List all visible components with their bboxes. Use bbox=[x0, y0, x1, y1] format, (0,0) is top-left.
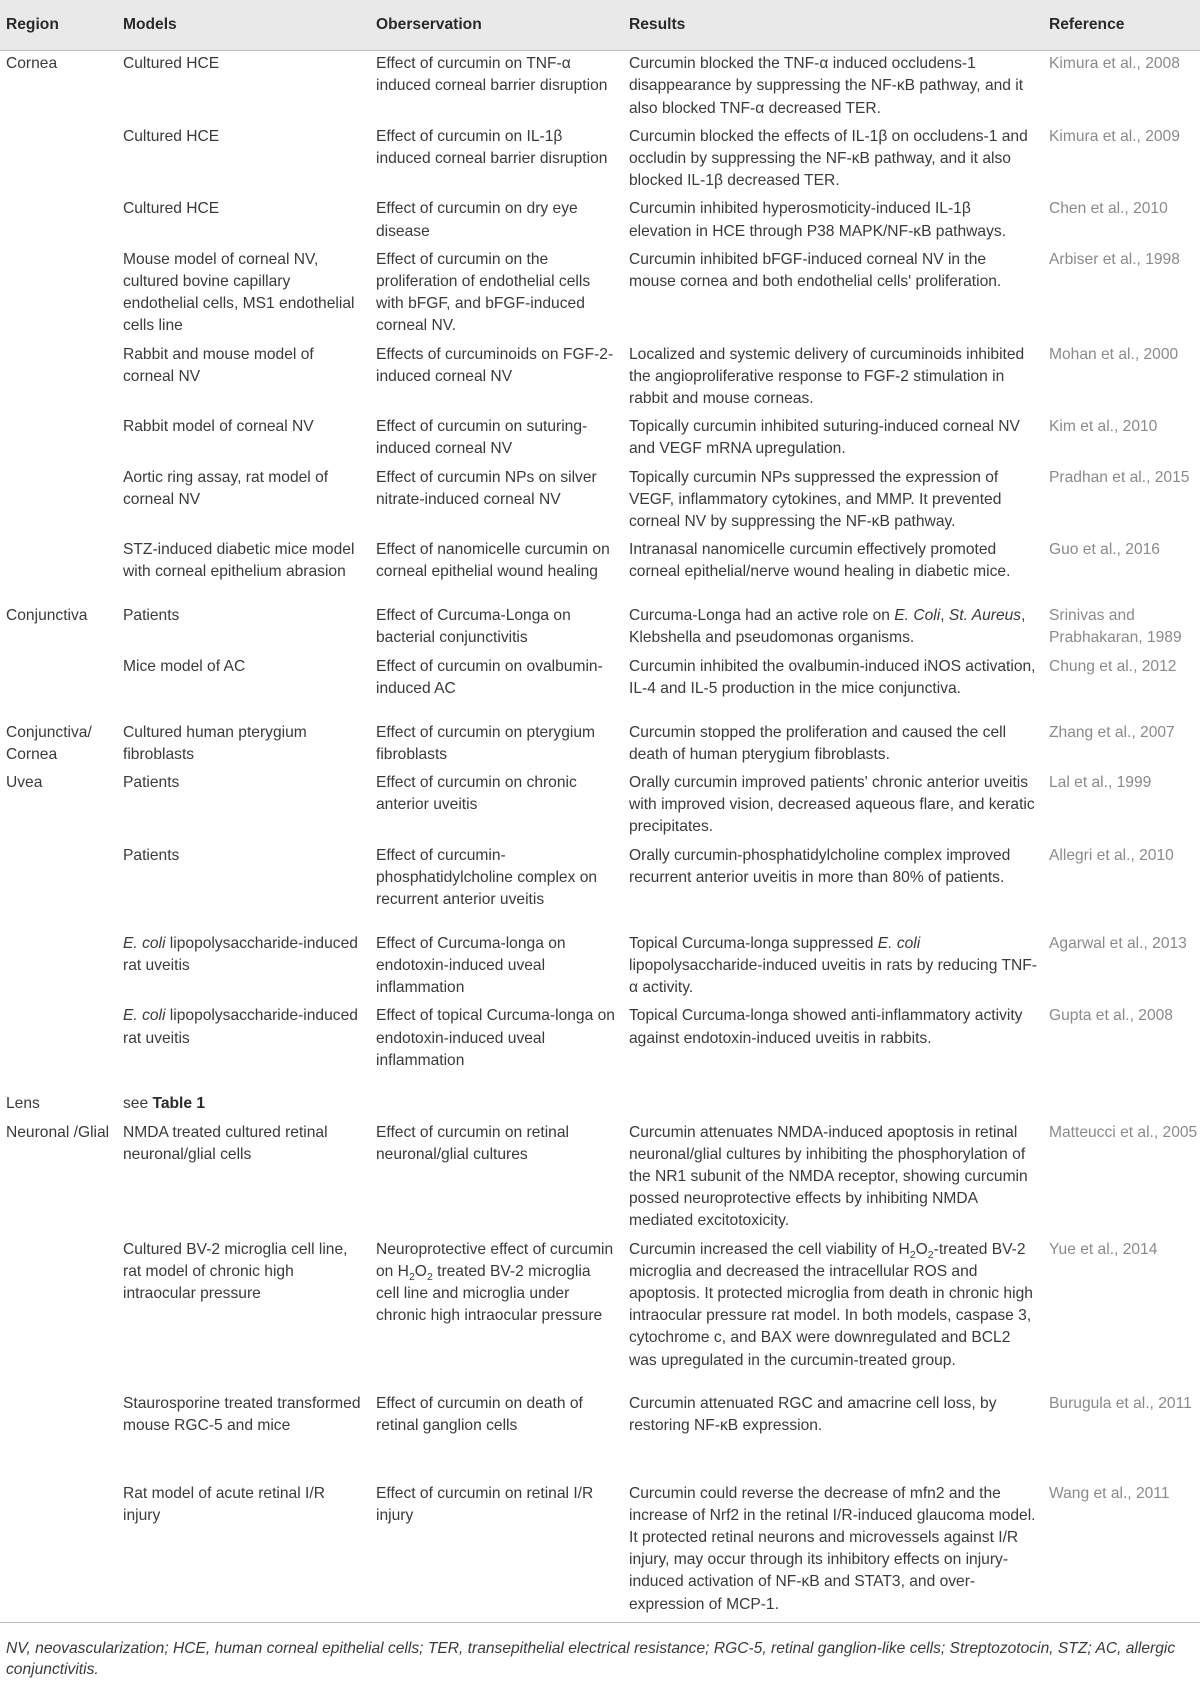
cell-observation: Effect of curcumin on retinal I/R injury bbox=[370, 1481, 623, 1623]
cell-region bbox=[0, 1003, 117, 1091]
species-italic: E. coli bbox=[123, 934, 166, 952]
header-observation: Oberservation bbox=[370, 0, 623, 51]
cell-reference: Allegri et al., 2010 bbox=[1049, 846, 1174, 864]
cell-region bbox=[0, 654, 117, 720]
cell-region bbox=[0, 931, 117, 1004]
table-body bbox=[0, 51, 1200, 1623]
cell-reference bbox=[1043, 1091, 1200, 1119]
table-row bbox=[0, 931, 1200, 1004]
cell-results: Curcumin could reverse the decrease of mfn2 and the increase of Nrf2 in the retinal I/R-induced glaucoma model. It protected retinal neurons and microvessels against I/R injury, may occur through its inhibitory effects on injury-induced activation of NF-κB and STAT3, and over-expression of MCP-1. bbox=[623, 1481, 1043, 1623]
cell-models: Cultured human pterygium fibroblasts bbox=[123, 723, 307, 763]
models-text: see bbox=[123, 1095, 153, 1113]
cell-region: Neuronal /Glial bbox=[6, 1123, 110, 1141]
table-row bbox=[0, 342, 1200, 415]
cell-region: Conjunctiva/ Cornea bbox=[6, 723, 92, 763]
cell-observation: Effect of topical Curcuma-longa on endotoxin-induced uveal inflammation bbox=[376, 1007, 615, 1069]
cell-results: Topically curcumin inhibited suturing-induced corneal NV and VEGF mRNA upregulation. bbox=[629, 418, 1020, 458]
cell-observation: Effect of Curcuma-Longa on bacterial conjunctivitis bbox=[376, 607, 571, 647]
table-row bbox=[0, 465, 1200, 538]
cell-region bbox=[0, 124, 117, 197]
cell-models: Rabbit and mouse model of corneal NV bbox=[123, 345, 314, 385]
header-results: Results bbox=[623, 0, 1043, 51]
cell-region bbox=[0, 465, 117, 538]
cell-results: Topically curcumin NPs suppressed the expression of VEGF, inflammatory cytokines, and MMP. It prevented corneal NV by suppressing the NF-κB pathway. bbox=[629, 468, 1002, 531]
header-row bbox=[0, 0, 1200, 51]
cell-results bbox=[623, 1091, 1043, 1119]
table-link[interactable]: Table 1 bbox=[152, 1095, 206, 1113]
results-text: Curcumin increased the cell viability of H bbox=[629, 1240, 910, 1258]
subscript: 2 bbox=[927, 1248, 934, 1261]
cell-region bbox=[0, 1391, 117, 1481]
cell-reference: Matteucci et al., 2005 bbox=[1049, 1123, 1198, 1141]
cell-models: Cultured BV-2 microglia cell line, rat model of chronic high intraocular pressure bbox=[123, 1240, 348, 1302]
results-text: , Klebshella and pseudomonas organisms. bbox=[629, 607, 1026, 647]
cell-models: NMDA treated cultured retinal neuronal/glial cells bbox=[123, 1123, 328, 1163]
header-models: Models bbox=[117, 0, 370, 51]
cell-observation: Effect of curcumin on retinal neuronal/glial cultures bbox=[376, 1123, 569, 1163]
cell-models: Staurosporine treated transformed mouse RGC-5 and mice bbox=[123, 1394, 361, 1434]
results-text: , bbox=[940, 607, 949, 625]
species-italic: St. Aureus bbox=[948, 607, 1022, 625]
results-text: Curcuma-Longa had an active role on bbox=[629, 607, 895, 625]
cell-region bbox=[0, 414, 117, 464]
cell-region bbox=[0, 1481, 117, 1623]
cell-region bbox=[0, 196, 117, 246]
table-header bbox=[0, 0, 1200, 51]
cell-results: Curcumin blocked the effects of IL-1β on occludens-1 and occludin by suppressing the NF-κB pathway, and it also blocked IL-1β decreased TER. bbox=[629, 127, 1028, 190]
cell-models: Rabbit model of corneal NV bbox=[123, 418, 314, 436]
cell-reference: Lal et al., 1999 bbox=[1049, 774, 1152, 792]
cell-results: Curcumin blocked the TNF-α induced occludens-1 disappearance by suppressing the NF-κB pathway, and it also blocked TNF-α decreased TER. bbox=[629, 55, 1024, 117]
cell-region bbox=[0, 247, 117, 342]
cell-results: Topical Curcuma-longa showed anti-inflammatory activity against endotoxin-induced uveitis in rabbits. bbox=[629, 1007, 1023, 1047]
cell-results: Curcumin inhibited bFGF-induced corneal NV in the mouse cornea and both endothelial cells' proliferation. bbox=[629, 250, 1002, 291]
table-row bbox=[0, 537, 1200, 603]
cell-observation: Effect of curcumin on IL-1β induced corneal barrier disruption bbox=[376, 127, 608, 168]
models-text: lipopolysaccharide-induced rat uveitis bbox=[123, 934, 358, 974]
table-row bbox=[0, 414, 1200, 464]
cell-observation bbox=[370, 1091, 623, 1119]
cell-models: STZ-induced diabetic mice model with corneal epithelium abrasion bbox=[123, 541, 355, 581]
cell-observation: Effect of curcumin on TNF-α induced corneal barrier disruption bbox=[376, 55, 608, 95]
cell-region bbox=[0, 537, 117, 603]
subscript: 2 bbox=[426, 1270, 433, 1283]
table-row bbox=[0, 247, 1200, 342]
subscript: 2 bbox=[909, 1248, 916, 1261]
table-row bbox=[0, 1237, 1200, 1391]
cell-models bbox=[117, 1003, 370, 1091]
cell-observation: Effect of curcumin on pterygium fibroblasts bbox=[376, 723, 595, 763]
cell-reference: Srinivas and Prabhakaran, 1989 bbox=[1049, 607, 1182, 647]
subscript: 2 bbox=[408, 1270, 415, 1283]
cell-reference: Arbiser et al., 1998 bbox=[1049, 250, 1180, 268]
cell-observation: Effect of curcumin NPs on silver nitrate-induced corneal NV bbox=[376, 468, 597, 508]
cell-observation: Effect of curcumin on suturing-induced corneal NV bbox=[376, 418, 588, 458]
cell-results: Curcumin stopped the proliferation and caused the cell death of human pterygium fibroblasts. bbox=[629, 723, 1007, 763]
cell-reference: Yue et al., 2014 bbox=[1049, 1240, 1158, 1258]
species-italic: E. coli bbox=[123, 1007, 166, 1025]
cell-models: Cultured HCE bbox=[123, 200, 220, 218]
cell-models bbox=[117, 1091, 370, 1119]
cell-models: Mouse model of corneal NV, cultured bovine capillary endothelial cells, MS1 endothelial cells line bbox=[123, 250, 355, 335]
table-row bbox=[0, 1003, 1200, 1091]
cell-models: Rat model of acute retinal I/R injury bbox=[117, 1481, 370, 1623]
cell-models: Patients bbox=[123, 607, 180, 625]
cell-reference: Burugula et al., 2011 bbox=[1049, 1394, 1192, 1412]
cell-reference: Pradhan et al., 2015 bbox=[1049, 468, 1190, 486]
cell-observation: Effect of nanomicelle curcumin on corneal epithelial wound healing bbox=[376, 541, 610, 581]
cell-results: Orally curcumin improved patients' chronic anterior uveitis with improved vision, decreased aqueous flare, and keratic precipitates. bbox=[629, 774, 1035, 836]
table-row bbox=[0, 720, 1200, 770]
cell-reference: Wang et al., 2011 bbox=[1043, 1481, 1200, 1623]
models-text: lipopolysaccharide-induced rat uveitis bbox=[123, 1007, 358, 1047]
table-row bbox=[0, 1481, 1200, 1623]
observation-text: Neuroprotective effect of curcumin on H bbox=[376, 1240, 614, 1280]
cell-region: Conjunctiva bbox=[6, 607, 88, 625]
table-row bbox=[0, 603, 1200, 653]
cell-results: Curcumin inhibited the ovalbumin-induced iNOS activation, IL-4 and IL-5 production in the mice conjunctiva. bbox=[629, 657, 1036, 697]
cell-observation: Effect of curcumin on death of retinal ganglion cells bbox=[376, 1394, 583, 1434]
cell-results bbox=[623, 603, 1043, 653]
cell-results bbox=[623, 931, 1043, 1004]
table-row bbox=[0, 654, 1200, 720]
cell-region bbox=[0, 843, 117, 931]
cell-models: Patients bbox=[123, 846, 180, 864]
results-text: Topical Curcuma-longa suppressed bbox=[629, 934, 878, 952]
table-row bbox=[0, 196, 1200, 246]
cell-results: Curcumin attenuated RGC and amacrine cell loss, by restoring NF-κB expression. bbox=[629, 1394, 997, 1434]
cell-observation: Effect of curcumin on the proliferation of endothelial cells with bFGF, and bFGF-induced corneal NV. bbox=[376, 250, 591, 335]
cell-region: Cornea bbox=[6, 55, 58, 73]
cell-reference: Guo et al., 2016 bbox=[1049, 541, 1160, 559]
cell-results: Intranasal nanomicelle curcumin effectively promoted corneal epithelial/nerve wound healing in diabetic mice. bbox=[629, 541, 1011, 581]
observation-text: O bbox=[414, 1262, 427, 1280]
table-row bbox=[0, 51, 1200, 124]
table-row bbox=[0, 1120, 1200, 1237]
cell-results bbox=[623, 1237, 1043, 1391]
table-row bbox=[0, 1391, 1200, 1481]
cell-observation bbox=[370, 1237, 623, 1391]
cell-region: Uvea bbox=[6, 774, 43, 792]
cell-region bbox=[0, 342, 117, 415]
results-text: O bbox=[915, 1240, 928, 1258]
cell-region: Lens bbox=[6, 1095, 40, 1113]
cell-results: Orally curcumin-phosphatidylcholine complex improved recurrent anterior uveitis in more than 80% of patients. bbox=[629, 846, 1011, 886]
observation-text: treated BV-2 microglia cell line and microglia under chronic high intraocular pressure bbox=[376, 1262, 603, 1325]
header-region: Region bbox=[0, 0, 117, 51]
cell-models: Cultured HCE bbox=[123, 127, 220, 145]
cell-observation: Effect of curcumin on chronic anterior uveitis bbox=[376, 774, 577, 814]
cell-results: Curcumin inhibited hyperosmoticity-induced IL-1β elevation in HCE through P38 MAPK/NF-κB pathways. bbox=[629, 200, 1007, 240]
cell-reference: Kim et al., 2010 bbox=[1049, 418, 1158, 436]
cell-results: Localized and systemic delivery of curcuminoids inhibited the angioproliferative response to FGF-2 stimulation in rabbit and mouse corneas. bbox=[629, 345, 1025, 408]
results-text: lipopolysaccharide-induced uveitis in rats by reducing TNF-α activity. bbox=[629, 956, 1037, 997]
cell-reference: Kimura et al., 2008 bbox=[1049, 55, 1180, 73]
cell-reference: Gupta et al., 2008 bbox=[1049, 1007, 1173, 1025]
cell-region bbox=[0, 1237, 117, 1391]
cell-models: Mice model of AC bbox=[123, 657, 246, 675]
table-row bbox=[0, 770, 1200, 843]
table-row bbox=[0, 124, 1200, 197]
table-row bbox=[0, 843, 1200, 931]
cell-reference: Chung et al., 2012 bbox=[1049, 657, 1177, 675]
cell-observation: Effect of Curcuma-longa on endotoxin-induced uveal inflammation bbox=[376, 934, 566, 997]
cell-observation: Effect of curcumin on dry eye disease bbox=[376, 200, 578, 240]
header-reference: Reference bbox=[1043, 0, 1200, 51]
cell-reference: Agarwal et al., 2013 bbox=[1049, 934, 1187, 952]
cell-results: Curcumin attenuates NMDA-induced apoptosis in retinal neuronal/glial cultures by inhibiting the phosphorylation of the NR1 subunit of the NMDA receptor, showing curcumin possed neuroprotective effects by inhibiting NMDA mediated excitotoxicity. bbox=[629, 1123, 1028, 1230]
cell-reference: Kimura et al., 2009 bbox=[1049, 127, 1180, 145]
cell-reference: Zhang et al., 2007 bbox=[1049, 723, 1175, 741]
cell-observation: Effect of curcumin-phosphatidylcholine complex on recurrent anterior uveitis bbox=[376, 846, 598, 909]
table-footnote: NV, neovascularization; HCE, human corneal epithelial cells; TER, transepithelial electrical resistance; RGC-5, retinal ganglion-like cells; Streptozotocin, STZ; AC, allergic conjunctivitis. bbox=[6, 1640, 1176, 1678]
cell-observation: Effect of curcumin on ovalbumin-induced AC bbox=[376, 657, 603, 697]
species-italic: E. coli bbox=[877, 934, 921, 952]
species-italic: E. Coli bbox=[894, 607, 941, 625]
cell-models: Cultured HCE bbox=[123, 55, 220, 73]
cell-reference: Chen et al., 2010 bbox=[1049, 200, 1168, 218]
cell-models: Patients bbox=[123, 774, 180, 792]
cell-models bbox=[117, 931, 370, 1004]
results-text: -treated BV-2 microglia and decreased the intracellular ROS and apoptosis. It protected microglia from death in chronic high intraocular pressure rat model. In both models, caspase 3, cytochrome c, and BAX were downregulated and BCL2 was upregulated in the curcumin-treated group. bbox=[629, 1240, 1033, 1369]
cell-reference: Mohan et al., 2000 bbox=[1049, 345, 1179, 363]
cell-observation: Effects of curcuminoids on FGF-2-induced corneal NV bbox=[376, 345, 614, 385]
table-row bbox=[0, 1091, 1200, 1119]
cell-models: Aortic ring assay, rat model of corneal NV bbox=[123, 468, 329, 508]
